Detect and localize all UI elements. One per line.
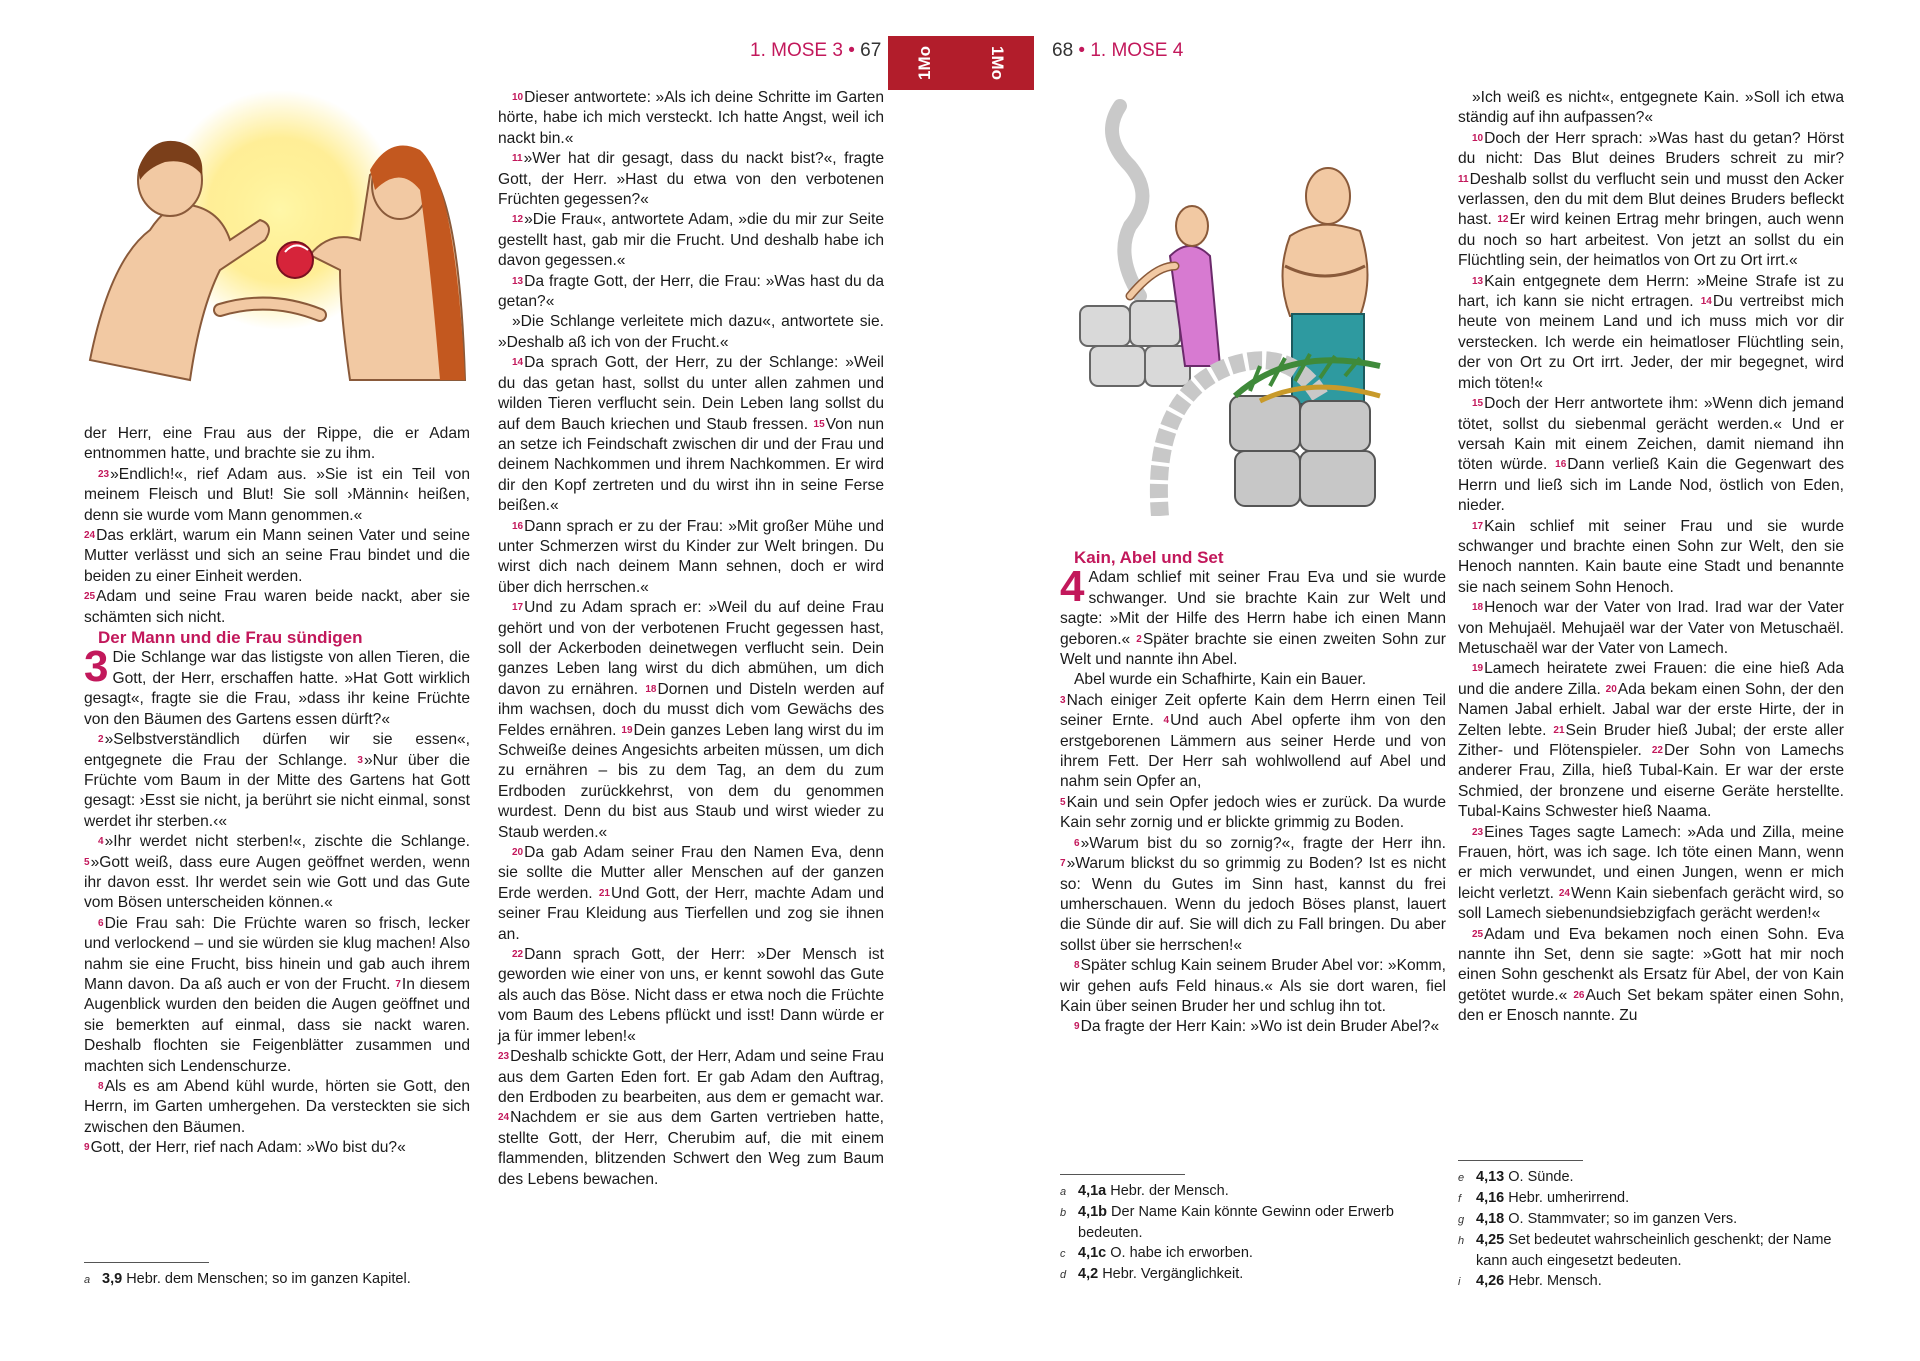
verse-2-24: Das erklärt, warum ein Mann seinen Vater und seine Mutter verlässt und sich an seine Frau bindet und die beiden zu einer Einheit werden. bbox=[84, 527, 470, 585]
verse-3-15: Von nun an setze ich Feindschaft zwischen dir und der Frau und deinem Nachkommen und ihrem Nachkommen. Er wird dir den Kopf zertreten und du wirst ihn in seine Ferse beißen.« bbox=[498, 415, 884, 515]
verse-3-3: »Nur über die Früchte vom Baum in der Mitte des Gartens hat Gott gesagt: ›Esst sie nicht, ja berührt sie nicht einmal, sonst werdet ihr sterben.‹« bbox=[84, 751, 470, 830]
verse-4-9: Da fragte der Herr Kain: »Wo ist dein Bruder Abel?« bbox=[1080, 1018, 1440, 1036]
verse-4-17: Kain schlief mit seiner Frau und sie wurde schwanger und brachte einen Sohn zur Welt, den sie Henoch nannten. Kain baute eine Stadt und benannte sie nach seinem Sohn Henoch. bbox=[1458, 517, 1844, 596]
verse-3-21: Und Gott, der Herr, machte Adam und seiner Frau Kleidung aus Tierfellen und zog sie ihnen an. bbox=[498, 884, 884, 943]
verse-3-18: Dornen und Disteln werden auf ihm wachsen, doch du musst dich vom Gewächs des Feldes ernähren. bbox=[498, 680, 884, 739]
verse-4-26: Auch Set bekam später einen Sohn, den er Enosch nannte. Zu bbox=[1458, 986, 1844, 1025]
left-book-ref: 1. MOSE 3 bbox=[750, 40, 843, 61]
footnote-h: h 4,25 Set bedeutet wahrscheinlich geschenkt; der Name kann auch eingesetzt bedeuten. bbox=[1458, 1232, 1832, 1269]
verse-4-15: Doch der Herr antwortete ihm: »Wenn dich jemand tötet, sollst du siebenmal gerächt werden.« Und er versah Kain mit einem Zeichen, damit niemand ihn töten würde. bbox=[1458, 395, 1844, 474]
left-running-header: 1. MOSE 3 • 67 bbox=[750, 40, 882, 61]
right-page bbox=[960, 0, 1920, 1361]
verse-4-1: Adam schlief mit seiner Frau Eva und sie wurde schwanger. Und sie brachte Kain zur Welt und sagte: »Mit der Hilfe des Herrn habe ich einen Mann geboren.« bbox=[1060, 569, 1446, 648]
right-running-header: 68 • 1. MOSE 4 bbox=[1052, 40, 1184, 61]
footnote-rule bbox=[84, 1262, 209, 1263]
right-column-1: Kain, Abel und Set 4 Adam schlief mit seiner Frau Eva und sie wurde schwanger. Und sie brachte Kain zur Welt und sagte: »Mit der Hilfe des Herrn habe ich einen Mann geboren.« 2Später brachte sie einen zweiten Sohn zur Welt und nannte ihn Abel. Abel wurde ein Schafhirte, Kain ein Bauer. 3Nach einiger Zeit opferte Kain dem Herrn einen Teil seiner Ernte. 4Und auch Abel opferte ihm von den erstgeborenen Lämmern aus seiner Herde und von ihrem Fett. Der Herr sah wohlwollend auf Abel und nahm sein Opfer an, 5Kain und sein Opfer jedoch wies er zurück. Da wurde Kain sehr zornig und er blickte grimmig zu Boden. 6»Warum bist du so zornig?«, fragte der Herr ihn. 7»Warum blickst du so grimmig zu Boden? Ist es nicht so: Wenn du Gutes im Sinn hast, kannst du frei umherschauen. Wenn du jedoch Böses planst, lauert die Sünde dir auf. Sie will dich zu Fall bringen. Du aber sollst über sie herrschen!« 8Später schlug Kain seinem Bruder Abel vor: »Komm, wir gehen aufs Feld hinaus.« Als sie dort waren, fiel Kain über seinen Bruder her und schlug ihn tot. 9Da fragte der Herr Kain: »Wo ist dein Bruder Abel?« bbox=[1060, 548, 1446, 1036]
verse-4-5: Kain und sein Opfer jedoch wies er zurück. Da wurde Kain sehr zornig und er blickte grimmig zu Boden. bbox=[1060, 793, 1446, 832]
verse-3-6: Die Frau sah: Die Früchte waren so frisch, lecker und verlockend – und sie würden sie klug machen! Also nahm sie eine Frucht, biss hinein und gab auch ihrem Mann davon. Da aß auch er von der Frucht. bbox=[84, 914, 470, 993]
verse-3-13b: »Die Schlange verleitete mich dazu«, antwortete sie. »Deshalb aß ich von der Frucht.« bbox=[498, 313, 884, 351]
verse-4-11: Deshalb sollst du verflucht sein und musst den Acker verlassen, den du mit dem Blut deines Bruders befleckt hast. bbox=[1458, 170, 1844, 229]
verse-3-11: »Wer hat dir gesagt, dass du nackt bist?«, fragte Gott, der Herr. »Hast du etwa von den verbotenen Früchten gegessen?« bbox=[498, 150, 884, 209]
footnote-e: e 4,13 O. Sünde. bbox=[1458, 1169, 1574, 1185]
footnote-c: c 4,1c O. habe ich erworben. bbox=[1060, 1245, 1253, 1261]
verse-4-8: Später schlug Kain seinem Bruder Abel vor: »Komm, wir gehen aufs Feld hinaus.« Als sie dort waren, fiel Kain über seinen Bruder her und schlug ihn tot. bbox=[1060, 957, 1446, 1015]
verse-3-4: »Ihr werdet nicht sterben!«, zischte die Schlange. bbox=[104, 833, 470, 851]
chapter-number-3: 3 bbox=[84, 642, 109, 692]
verse-3-20: Da gab Adam seiner Frau den Namen Eva, denn sie sollte die Mutter aller Menschen auf der ganzen Erde werden. bbox=[498, 844, 884, 902]
footnote-b: b 4,1b Der Name Kain könnte Gewinn oder Erwerb bedeuten. bbox=[1060, 1204, 1394, 1241]
verse-4-2: Später brachte sie einen zweiten Sohn zur Welt und nannte ihn Abel. bbox=[1060, 630, 1446, 669]
footnote-i: i 4,26 Hebr. Mensch. bbox=[1458, 1273, 1602, 1289]
cain-abel-illustration bbox=[1060, 96, 1420, 516]
verse-3-24: Nachdem er sie aus dem Garten vertrieben hatte, stellte Gott, der Herr, Cherubim auf, die mit einem flammenden, blitzenden Schwert den Weg zum Baum des Lebens bewachen. bbox=[498, 1109, 884, 1188]
chapter-number-4: 4 bbox=[1060, 562, 1085, 612]
verse-3-16: Dann sprach er zu der Frau: »Mit großer Mühe und unter Schmerzen wirst du Kinder zur Welt bringen. Du wirst dich nach deinem Mann sehnen, doch er wird über dich herrschen.« bbox=[498, 517, 884, 596]
verse-4-19: Lamech heiratete zwei Frauen: die eine hieß Ada und die andere Zilla. bbox=[1458, 660, 1844, 698]
footnote-a: a 4,1a Hebr. der Mensch. bbox=[1060, 1183, 1229, 1199]
footnote-f: f 4,16 Hebr. umherirrend. bbox=[1458, 1190, 1630, 1206]
right-tab-label: 1Mo bbox=[988, 46, 1007, 80]
verse-4-6: »Warum bist du so zornig?«, fragte der Herr ihn. bbox=[1080, 834, 1446, 852]
right-book-ref: 1. MOSE 4 bbox=[1090, 40, 1184, 61]
right-column-2: »Ich weiß es nicht«, entgegnete Kain. »Soll ich etwa ständig auf ihn aufpassen?« 10Doch der Herr sprach: »Was hast du getan? Hörst du nicht: Das Blut deines Bruders schreit zu mir? 11Deshalb sollst du verflucht sein und musst den Acker verlassen, den du mit dem Blut deines Bruders befleckt hast. 12Er wird keinen Ertrag mehr bringen, auch wenn du noch so hart arbeitest. Von jetzt an sollst du ein Flüchtling sein, der heimatlos von Ort zu Ort irrt.« 13Kain entgegnete dem Herrn: »Meine Strafe ist zu hart, ich kann sie nicht ertragen. 14Du vertreibst mich heute von meinem Land und ich muss mich vor dir verstecken. Ich werde ein heimatloser Flüchtling sein, der von Ort zu Ort irrt. Jeder, der mir begegnet, wird mich töten!« 15Doch der Herr antwortete ihm: »Wenn dich jemand tötet, sollst du siebenmal gerächt werden.« Und er versah Kain mit einem Zeichen, damit niemand ihn töten würde. 16Dann verließ Kain die Gegenwart des Herrn und ließ sich im Lande Nod, östlich von Eden, nieder. 17Kain schlief mit seiner Frau und sie wurde schwanger und brachte einen Sohn zur Welt, den sie Henoch nannten. Kain baute eine Stadt und benannte sie nach seinem Sohn Henoch. 18Henoch war der Vater von Irad. Irad war der Vater von Mehujaël. Mehujaël war der Vater von Metuschaël. Metuschaël war der Vater von Lamech. 19Lamech heiratete zwei Frauen: die eine hieß Ada und die andere Zilla. 20Ada bekam einen Sohn, der den Namen Jabal erhielt. Jabal war der erste Hirte, der in Zelten lebte. 21Sein Bruder hieß Jubal; der erste aller Zither- und Flötenspieler. 22Der Sohn von Lamechs anderer Frau, Zilla, hieß Tubal-Kain. Er war der erste Schmied, der bronzene und eiserne Geräte herstellte. Tubal-Kains Schwester hieß Naama. 23Eines Tages sagte Lamech: »Ada und Zilla, meine Frauen, hört, was ich sage. Ich töte einen Mann, wenn er mich verwundet, und einen Jungen, wenn er mich leicht verletzt. 24Wenn Kain siebenfach gerächt wird, so soll Lamech siebenundsiebzigfach gerächt werden!« 25Adam und Eva bekamen noch einen Sohn. Eva nannte ihn Set, denn sie sagte: »Gott hat mir noch einen Sohn geschenkt als Ersatz für Abel, der von Kain getötet wurde.« 26Auch Set bekam später einen Sohn, den er Enosch nannte. Zu bbox=[1458, 89, 1845, 1025]
verse-3-9: Gott, der Herr, rief nach Adam: »Wo bist du?« bbox=[90, 1139, 406, 1157]
verse-4-3: Nach einiger Zeit opferte Kain dem Herrn einen Teil seiner Ernte. bbox=[1060, 691, 1446, 730]
verse-4-12: Er wird keinen Ertrag mehr bringen, auch wenn du noch so hart arbeitest. Von jetzt an sollst du ein Flüchtling sein, der heimatlos von Ort zu Ort irrt.« bbox=[1458, 211, 1844, 270]
verse-3-19: Dein ganzes Leben lang wirst du im Schweiße deines Angesichts arbeiten müssen, um dich zu ernähren – bis zu dem Tag, an dem du zum Erdboden zurückkehrst, von dem du genommen wurdest. Denn du bist aus Staub und wirst wieder zu Staub werden.« bbox=[498, 721, 885, 841]
verse-4-13: Kain entgegnete dem Herrn: »Meine Strafe ist zu hart, ich kann sie nicht ertragen. bbox=[1458, 272, 1844, 311]
verse-3-2: »Selbstverständlich dürfen wir sie essen«, entgegnete die Frau der Schlange. bbox=[84, 731, 470, 769]
left-book-tab bbox=[888, 36, 962, 90]
verse-3-17: Und zu Adam sprach er: »Weil du auf deine Frau gehört und von der verbotenen Frucht gegessen hast, soll der Ackerboden deinetwegen verflucht sein. Dein ganzes Leben lang wirst du dich abmühen, um dich davon zu ernähren. bbox=[498, 599, 884, 698]
verse-4-4: Und auch Abel opferte ihm von den erstgeborenen Lämmern aus seiner Herde und von ihrem Fett. Der Herr sah wohlwollend auf Abel und nahm sein Opfer an, bbox=[1060, 712, 1446, 791]
verse-3-8: Als es am Abend kühl wurde, hörten sie Gott, den Herrn, im Garten umhergehen. Da versteckten sie sich zwischen den Bäumen. bbox=[84, 1078, 470, 1136]
verse-4-7: »Warum blickst du so grimmig zu Boden? Ist es nicht so: Wenn du Gutes im Sinn hast, kannst du frei umherschauen. Wenn du jedoch Böses planst, lauert die Sünde dir auf. Sie will dich zu Fall bringen. Du aber sollst über sie herrschen!« bbox=[1060, 855, 1446, 954]
footnote-a: a 3,9 Hebr. dem Menschen; so im ganzen Kapitel. bbox=[84, 1271, 411, 1287]
verse-2-23: »Endlich!«, rief Adam aus. »Sie ist ein Teil von meinem Fleisch und Blut! Sie soll ›Männin‹ heißen, denn sie wurde vom Mann genommen.« bbox=[84, 465, 470, 524]
footnote-d: d 4,2 Hebr. Vergänglichkeit. bbox=[1060, 1266, 1244, 1282]
verse-2-25: Adam und seine Frau waren beide nackt, aber sie schämten sich nicht. bbox=[84, 588, 470, 626]
left-tab-label: 1Mo bbox=[915, 46, 934, 80]
verse-2-22-end: der Herr, eine Frau aus der Rippe, die er Adam entnommen hatte, und brachte sie zu ihm. bbox=[84, 425, 470, 463]
verse-4-22: Der Sohn von Lamechs anderer Frau, Zilla, hieß Tubal-Kain. Er war der erste Schmied, der bronzene und eiserne Geräte herstellte. Tubal-Kains Schwester hieß Naama. bbox=[1458, 742, 1844, 821]
verse-3-13: Da fragte Gott, der Herr, die Frau: »Was hast du da getan?« bbox=[498, 272, 884, 311]
verse-4-14: Du vertreibst mich heute von meinem Land und ich muss mich vor dir verstecken. Ich werde ein heimatloser Flüchtling sein, der von Ort zu Ort irrt. Jeder, der mir begegnet, wird mich töten!« bbox=[1458, 293, 1845, 392]
verse-3-5: »Gott weiß, dass eure Augen geöffnet werden, wenn ihr davon esst. Ihr werdet sein wie Gott und das Gute vom Bösen unterscheiden können.« bbox=[84, 853, 470, 912]
right-book-tab bbox=[960, 36, 1034, 90]
verse-4-18: Henoch war der Vater von Irad. Irad war der Vater von Mehujaël. Mehujaël war der Vater von Metuschaël. Metuschaël war der Vater von Lamech. bbox=[1458, 599, 1844, 657]
right-footnotes-col1 bbox=[1060, 1174, 1446, 1285]
verse-4-16: Dann verließ Kain die Gegenwart des Herrn und ließ sich im Lande Nod, östlich von Eden, nieder. bbox=[1458, 456, 1844, 515]
right-page-number: 68 bbox=[1052, 40, 1074, 61]
verse-3-22: Dann sprach Gott, der Herr: »Der Mensch ist geworden wie einer von uns, er kennt sowohl das Gute als auch das Böse. Nicht dass er etwa noch die Früchte vom Baum des Lebens pflückt und isst! Dann würde er ja für immer leben!« bbox=[498, 946, 884, 1045]
verse-3-23: Deshalb schickte Gott, der Herr, Adam und seine Frau aus dem Garten Eden fort. Er gab Adam den Auftrag, den Erdboden zu bearbeiten, aus dem er gemacht war. bbox=[498, 1048, 884, 1106]
left-page-number: 67 bbox=[860, 40, 882, 61]
left-footnotes bbox=[84, 1262, 470, 1290]
verse-4-2b: Abel wurde ein Schafhirte, Kain ein Bauer. bbox=[1074, 671, 1367, 689]
verse-3-7: In diesem Augenblick wurden den beiden die Augen geöffnet und sie bemerkten auf einmal, dass sie nackt waren. Deshalb flochten sie Feigenblätter zusammen und machten sich Lendenschurze. bbox=[84, 975, 470, 1075]
left-column-2: 10Dieser antwortete: »Als ich deine Schritte im Garten hörte, habe ich mich versteckt. Ich hatte Angst, weil ich nackt bin.« 11»Wer hat dir gesagt, dass du nackt bist?«, fragte Gott, der Herr. »Hast du etwa von den verbotenen Früchten gegessen?« 12»Die Frau«, antwortete Adam, »die du mir zur Seite gestellt hast, gab mir die Frucht. Und deshalb habe ich davon gegessen.« 13Da fragte Gott, der Herr, die Frau: »Was hast du da getan?« »Die Schlange verleitete mich dazu«, antwortete sie. »Deshalb aß ich von der Frucht.« 14Da sprach Gott, der Herr, zu der Schlange: »Weil du das getan hast, sollst du unter allen zahmen und wilden Tieren verflucht sein. Dein Leben lang sollst du auf dem Bauch kriechen und Staub fressen. 15Von nun an setze ich Feindschaft zwischen dir und der Frau und deinem Nachkommen und ihrem Nachkommen. Er wird dir den Kopf zertreten und du wirst ihn in seine Ferse beißen.« 16Dann sprach er zu der Frau: »Mit großer Mühe und unter Schmerzen wirst du Kinder zur Welt bringen. Du wirst dich nach deinem Mann sehnen, doch er wird über dich herrschen.« 17Und zu Adam sprach er: »Weil du auf deine Frau gehört und von der verbotenen Frucht gegessen hast, soll der Ackerboden deinetwegen verflucht sein. Dein ganzes Leben lang wirst du dich abmühen, um dich davon zu ernähren. 18Dornen und Disteln werden auf ihm wachsen, doch du musst dich vom Gewächs des Feldes ernähren. 19Dein ganzes Leben lang wirst du im Schweiße deines Angesichts arbeiten müssen, um dich zu ernähren – bis zu dem Tag, an dem du zum Erdboden zurückkehrst, von dem du genommen wurdest. Denn du bist aus Staub und wirst wieder zu Staub werden.« 20Da gab Adam seiner Frau den Namen Eva, denn sie sollte die Mutter aller Menschen auf der ganzen Erde werden. 21Und Gott, der Herr, machte Adam und seiner Frau Kleidung aus Tierfellen und zog sie ihnen an. 22Dann sprach Gott, der Herr: »Der Mensch ist geworden wie einer von uns, er kennt sowohl das Gute als auch das Böse. Nicht dass er etwa noch die Früchte vom Baum des Lebens pflückt und isst! Dann würde er ja für immer leben!« 23Deshalb schickte Gott, der Herr, Adam und seine Frau aus dem Garten Eden fort. Er gab Adam den Auftrag, den Erdboden zu bearbeiten, aus dem er gemacht war. 24Nachdem er sie aus dem Garten vertrieben hatte, stellte Gott, der Herr, Cherubim auf, die mit einem flammenden, blitzenden Schwert den Weg zum Baum des Lebens bewachen. bbox=[498, 89, 885, 1188]
adam-eve-illustration bbox=[70, 80, 470, 410]
verse-3-1: Die Schlange war das listigste von allen Tieren, die Gott, der Herr, erschaffen hatte. »Hat Gott wirklich gesagt«, fragte sie die Frau, »dass ihr keine Früchte von den Bäumen des Gartens essen dürft?« bbox=[84, 649, 470, 728]
verse-4-23: Eines Tages sagte Lamech: »Ada und Zilla, meine Frauen, hört, was ich sage. Ich töte einen Mann, wenn er mich verwundet, und einen Jungen, wenn er mich leicht verletzt. bbox=[1458, 823, 1844, 902]
footnote-g: g 4,18 O. Stammvater; so im ganzen Vers. bbox=[1458, 1211, 1738, 1227]
verse-4-21: Sein Bruder hieß Jubal; der erste aller Zither- und Flötenspieler. bbox=[1458, 721, 1844, 759]
left-column-1: der Herr, eine Frau aus der Rippe, die er Adam entnommen hatte, und brachte sie zu ihm. 23»Endlich!«, rief Adam aus. »Sie ist ein Teil von meinem Fleisch und Blut! Sie soll ›Männin‹ heißen, denn sie wurde vom Mann genommen.« 24Das erklärt, warum ein Mann seinen Vater und seine Mutter verlässt und sich an seine Frau bindet und die beiden zu einer Einheit werden. 25Adam und seine Frau waren beide nackt, aber sie schämten sich nicht. Der Mann und die Frau sündigen 3 Die Schlange war das listigste von allen Tieren, die Gott, der Herr, erschaffen hatte. »Hat Gott wirklich gesagt«, fragte sie die Frau, »dass ihr keine Früchte von den Bäumen des Gartens essen dürft?« 2»Selbstverständlich dürfen wir sie essen«, entgegnete die Frau der Schlange. 3»Nur über die Früchte vom Baum in der Mitte des Gartens hat Gott gesagt: ›Esst sie nicht, ja berührt sie nicht einmal, sonst werdet ihr sterben.‹« 4»Ihr werdet nicht sterben!«, zischte die Schlange. 5»Gott weiß, dass eure Augen geöffnet werden, wenn ihr davon esst. Ihr werdet sein wie Gott und das Gute vom Bösen unterscheiden können.« 6Die Frau sah: Die Früchte waren so frisch, lecker und verlockend – und sie würden sie klug machen! Also nahm sie eine Frucht, biss hinein und gab auch ihrem Mann davon. Da aß auch er von der Frucht. 7In diesem Augenblick wurden den beiden die Augen geöffnet und sie bemerkten auf einmal, dass sie nackt waren. Deshalb flochten sie Feigenblätter zusammen und machten sich Lendenschurze. 8Als es am Abend kühl wurde, hörten sie Gott, den Herrn, im Garten umhergehen. Da versteckten sie sich zwischen den Bäumen. 9Gott, der Herr, rief nach Adam: »Wo bist du?« bbox=[84, 425, 470, 1157]
verse-3-12: »Die Frau«, antwortete Adam, »die du mir zur Seite gestellt hast, gab mir die Frucht. Und deshalb habe ich davon gegessen.« bbox=[498, 211, 884, 270]
verse-4-20: Ada bekam einen Sohn, der den Namen Jabal erhielt. Jabal war der erste Hirte, der in Zelten lebte. bbox=[1458, 680, 1844, 739]
verse-4-10: Doch der Herr sprach: »Was hast du getan? Hörst du nicht: Das Blut deines Bruders schreit zu mir? bbox=[1458, 129, 1844, 168]
verse-4-25: Adam und Eva bekamen noch einen Sohn. Eva nannte ihn Set, denn sie sagte: »Gott hat mir noch einen Sohn geschenkt als Ersatz für Abel, der von Kain getötet wurde.« bbox=[1458, 925, 1844, 1004]
verse-4-24: Wenn Kain siebenfach gerächt wird, so soll Lamech siebenundsiebzigfach gerächt werden!« bbox=[1458, 884, 1844, 923]
section-heading-cain-abel: Kain, Abel und Set bbox=[1074, 548, 1224, 567]
section-heading-fall: Der Mann und die Frau sündigen bbox=[98, 628, 363, 648]
right-footnotes-col2 bbox=[1458, 1160, 1844, 1292]
verse-3-14: Da sprach Gott, der Herr, zu der Schlange: »Weil du das getan hast, sollst du unter allen zahmen und wilden Tieren verflucht sein. Dein Leben lang sollst du auf dem Bauch kriechen und Staub fressen. bbox=[498, 354, 884, 433]
verse-4-9b: »Ich weiß es nicht«, entgegnete Kain. »Soll ich etwa ständig auf ihn aufpassen?« bbox=[1458, 89, 1844, 127]
verse-3-10: Dieser antwortete: »Als ich deine Schritte im Garten hörte, habe ich mich versteckt. Ich hatte Angst, weil ich nackt bin.« bbox=[498, 89, 884, 147]
footnote-rule bbox=[1458, 1160, 1583, 1161]
footnote-rule bbox=[1060, 1174, 1185, 1175]
